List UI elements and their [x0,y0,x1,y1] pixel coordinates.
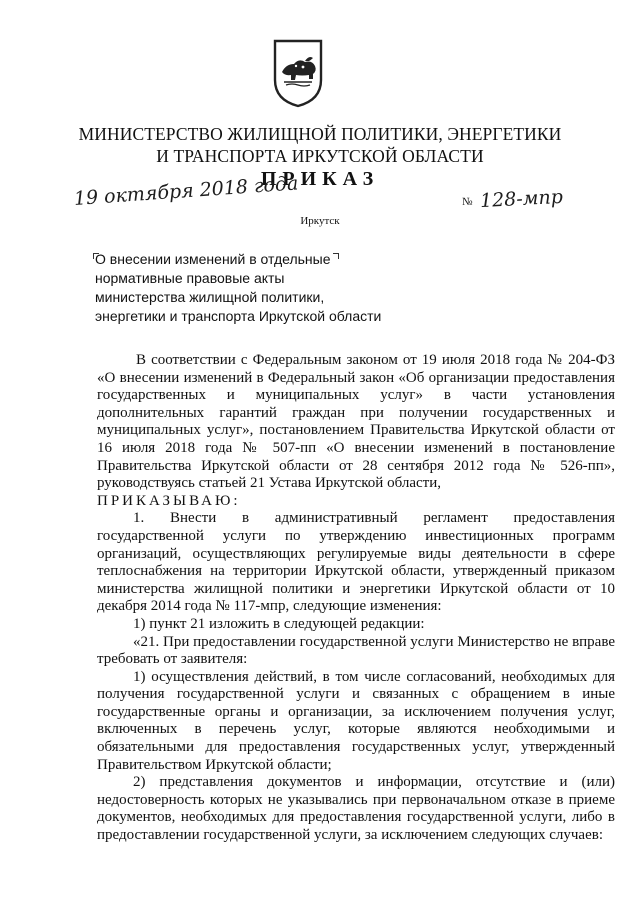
city-name: Иркутск [300,215,340,227]
number-label: № [462,196,473,208]
document-body [97,352,615,845]
subject-line: нормативные правовые акты [95,270,285,286]
coat-of-arms-icon [272,38,324,108]
item-1-paragraph: 1. Внести в административный регламент предоставления государственной услуги по утверждению инвестиционных программ организаций, осуществляющих регулируемые виды деятельности в сфере теплоснабжения на территории Иркутской области, утвержденный приказом министерства жилищной политики и энергетики Иркутской области от 10 декабря 2014 года № 117-мпр, следующие изменения: [97,510,615,615]
document-type-title: ПРИКАЗ [260,168,380,190]
subject-line: О внесении изменений в отдельные [95,251,331,267]
ministry-name-line1: МИНИСТЕРСТВО ЖИЛИЩНОЙ ПОЛИТИКИ, ЭНЕРГЕТИКИ [78,124,562,144]
handwritten-number: 128-мпр [479,185,564,213]
clause-item-1: 1) осуществления действий, в том числе согласований, необходимых для получения государственной услуги и связанных с обращением в иные государственные органы и организации, за исключением получения услуг, включенных в перечень услуг, которые являются необходимыми и обязательными для предоставления государственных услуг, утвержденный Правительством Иркутской области; [97,668,615,773]
ministry-name-line2: И ТРАНСПОРТА ИРКУТСКОЙ ОБЛАСТИ [156,146,484,166]
handwritten-date: 19 октября 2018 года [73,172,300,210]
preamble-paragraph: В соответствии с Федеральным законом от 19 июля 2018 года № 204-ФЗ «О внесении изменений в Федеральный закон «Об организации предоставления государственных и муниципальных услуг» в части установления дополнительных гарантий граждан при получении государственных и муниципальных услуг», постановлением Правительства Иркутской области от 16 июля 2018 года № 507-пп «О внесении изменений в постановление Правительства Иркутской области от 28 сентября 2012 года № 526-пп», руководствуясь статьей 21 Устава Иркутской области, [97,352,615,492]
quoted-clause-21: «21. При предоставлении государственной услуги Министерство не вправе требовать от заявителя: [97,633,615,668]
clause-item-2: 2) представления документов и информации, отсутствие и (или) недостоверность которых не указывались при первоначальном отказе в приеме документов, необходимых для предоставления государственной услуги, либо в предоставлении государственной услуги, за исключением следующих случаев: [97,774,615,844]
order-word: ПРИКАЗЫВАЮ: [97,492,241,509]
document-subject [95,250,395,326]
subitem-1-paragraph: 1) пункт 21 изложить в следующей редакции: [133,615,425,632]
subject-line: энергетики и транспорта Иркутской области [95,308,382,324]
subject-line: министерства жилищной политики, [95,289,325,305]
